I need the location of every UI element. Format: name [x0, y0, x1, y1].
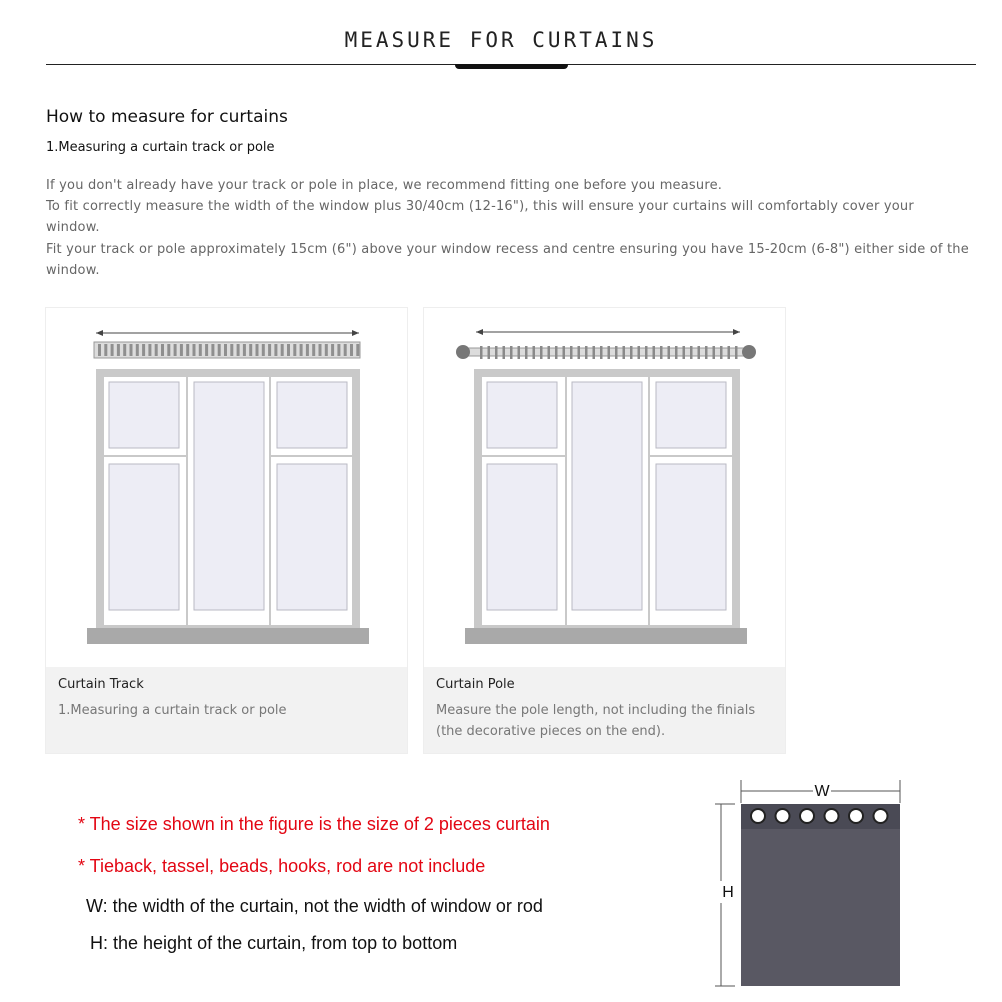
track-glider [199, 344, 202, 356]
height-label: H [722, 884, 734, 901]
track-glider [123, 344, 126, 356]
banner-title: MEASURE FOR CURTAINS [344, 28, 658, 52]
track-glider [136, 344, 139, 356]
track-glider [104, 344, 107, 356]
track-glider [218, 344, 221, 356]
card-curtain-track [45, 307, 408, 754]
track-glider [262, 344, 265, 356]
pole-ring [660, 346, 663, 359]
curtain-track-illustration [46, 308, 407, 668]
grommet [849, 809, 863, 823]
window-sill [87, 628, 369, 644]
paragraph-1: If you don't already have your track or pole in place, we recommend fitting one before you measure. [46, 178, 723, 193]
pole-ring [548, 346, 551, 359]
track-glider [306, 344, 309, 356]
track-glider [325, 344, 328, 356]
track-glider [161, 344, 164, 356]
pole-ring [600, 346, 603, 359]
track-glider [230, 344, 233, 356]
pole-ring [720, 346, 723, 359]
track-glider [300, 344, 303, 356]
track-glider [249, 344, 252, 356]
window-sill [465, 628, 747, 644]
track-glider [319, 344, 322, 356]
pole-ring [593, 346, 596, 359]
track-glider [356, 344, 359, 356]
pole-ring [735, 346, 738, 359]
pole-ring [533, 346, 536, 359]
section-subheading: 1.Measuring a curtain track or pole [46, 140, 275, 155]
track-glider [224, 344, 227, 356]
pole-ring [518, 346, 521, 359]
paragraph-3: Fit your track or pole approximately 15cm (6") above your window recess and centre ensuring you have 15-20cm (6-8") either side of the window. [46, 242, 969, 278]
track-glider [293, 344, 296, 356]
pole-ring [540, 346, 543, 359]
track-glider [256, 344, 259, 356]
curtain-pole-illustration [424, 308, 785, 668]
pole-ring [615, 346, 618, 359]
card-title: Curtain Pole [436, 677, 515, 692]
pole-ring [675, 346, 678, 359]
grommet [874, 809, 888, 823]
pole-ring [698, 346, 701, 359]
pole-ring [645, 346, 648, 359]
pole-ring [653, 346, 656, 359]
width-label: W [814, 783, 830, 800]
track-glider [350, 344, 353, 356]
note-height-definition: H: the height of the curtain, from top to bottom [90, 933, 458, 953]
curtain-dimension-diagram [705, 775, 905, 995]
track-glider [117, 344, 120, 356]
pole-ring [728, 346, 731, 359]
curtain-panel [741, 804, 900, 986]
pole-ring [623, 346, 626, 359]
track-glider [337, 344, 340, 356]
pole-ring [570, 346, 573, 359]
track-glider [142, 344, 145, 356]
grommet [825, 809, 839, 823]
track-glider [186, 344, 189, 356]
pole-ring [503, 346, 506, 359]
track-glider [167, 344, 170, 356]
pole-ring [563, 346, 566, 359]
pole-ring [630, 346, 633, 359]
card-title: Curtain Track [58, 677, 144, 692]
track-glider [155, 344, 158, 356]
track-glider [111, 344, 114, 356]
track-glider [180, 344, 183, 356]
grommet [776, 809, 790, 823]
pole-ring [683, 346, 686, 359]
track-glider [148, 344, 151, 356]
pole-ring [555, 346, 558, 359]
track-glider [312, 344, 315, 356]
track-glider [344, 344, 347, 356]
pole-ring [668, 346, 671, 359]
pole-ring [705, 346, 708, 359]
track-glider [287, 344, 290, 356]
track-glider [98, 344, 101, 356]
track-glider [281, 344, 284, 356]
track-glider [331, 344, 334, 356]
pole-ring [585, 346, 588, 359]
card-description: Measure the pole length, not including the finials (the decorative pieces on the end). [436, 703, 756, 739]
grommet [751, 809, 765, 823]
pole-ring [578, 346, 581, 359]
track-glider [211, 344, 214, 356]
card-caption [424, 667, 785, 753]
card-curtain-pole [423, 307, 786, 754]
pole-ring [480, 346, 483, 359]
track-glider [243, 344, 246, 356]
track-glider [205, 344, 208, 356]
note-not-included: * Tieback, tassel, beads, hooks, rod are not include [78, 856, 486, 876]
grommet [800, 809, 814, 823]
track-glider [274, 344, 277, 356]
card-caption [46, 667, 407, 753]
pole-ring [638, 346, 641, 359]
card-description: 1.Measuring a curtain track or pole [58, 703, 287, 718]
note-width-definition: W: the width of the curtain, not the width of window or rod [86, 896, 543, 916]
track-glider [130, 344, 133, 356]
pole-ring [488, 346, 491, 359]
pole-ring [713, 346, 716, 359]
section-heading: How to measure for curtains [46, 107, 288, 127]
finial-left [456, 345, 470, 359]
pole-ring [495, 346, 498, 359]
pole-ring [690, 346, 693, 359]
finial-right [742, 345, 756, 359]
pole-ring [608, 346, 611, 359]
pole-ring [525, 346, 528, 359]
track-glider [268, 344, 271, 356]
note-size: * The size shown in the figure is the size of 2 pieces curtain [78, 814, 550, 834]
track-glider [174, 344, 177, 356]
banner-tab [455, 64, 568, 69]
track-glider [237, 344, 240, 356]
pole-ring [510, 346, 513, 359]
track-glider [193, 344, 196, 356]
paragraph-2: To fit correctly measure the width of the window plus 30/40cm (12-16"), this will ensure your curtains will comfortably cover your window. [46, 199, 914, 235]
